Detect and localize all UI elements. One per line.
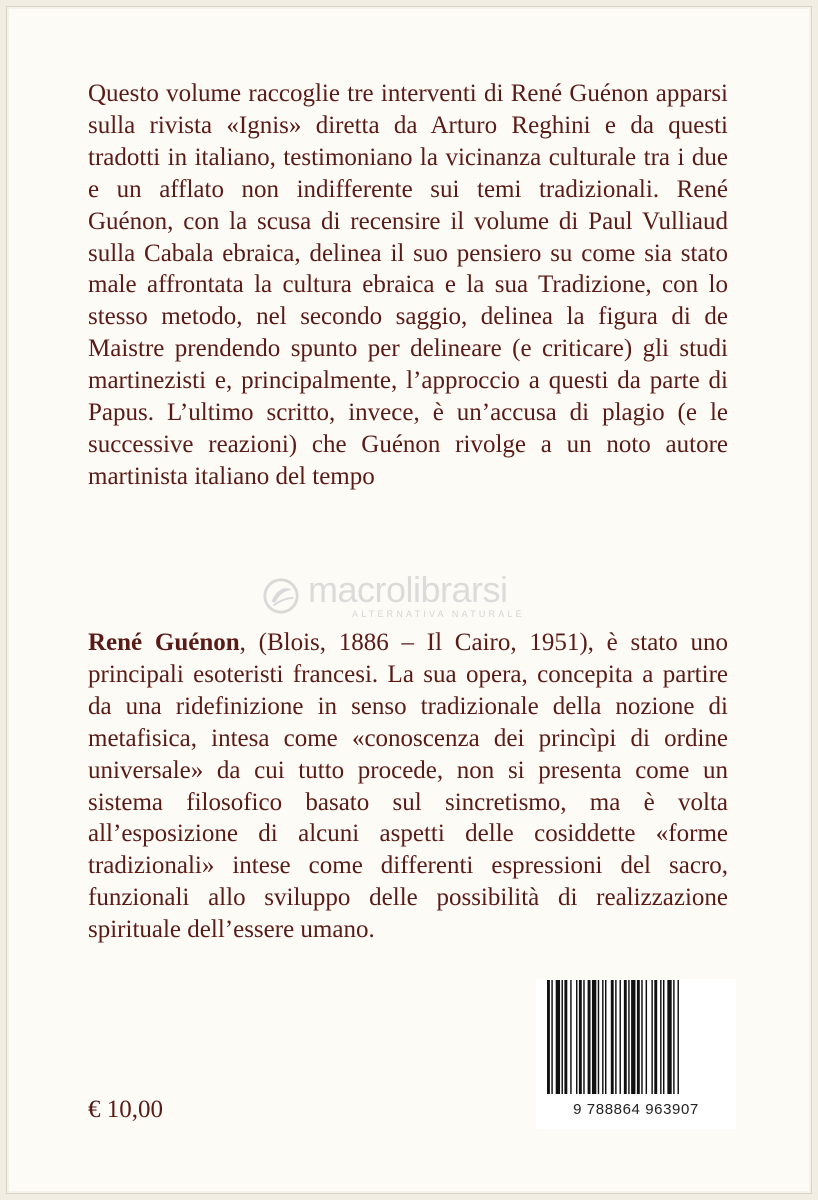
author-name: René Guénon bbox=[88, 629, 240, 656]
barcode-bar bbox=[631, 980, 635, 1094]
barcode-bar bbox=[592, 980, 596, 1094]
watermark-brand: macrolibrarsi bbox=[308, 569, 508, 610]
barcode-bar bbox=[615, 980, 616, 1094]
barcode-bar bbox=[570, 980, 571, 1094]
barcode-bar bbox=[562, 980, 563, 1094]
barcode-bar bbox=[651, 980, 652, 1094]
price: € 10,00 bbox=[88, 1096, 163, 1123]
blurb-text: Questo volume raccoglie tre interventi di René Guénon apparsi sulla rivista «Ignis» diretta da Arturo Reghini e da questi tradotti in italiano, testimoniano la vicinanza culturale tra i due e un afflato non indifferente sui temi tradizionali. René Guénon, con la scusa di recensire il volume di Paul Vulliaud sulla Cabala ebraica, delinea il suo pensiero su come sia stato male affrontata la cultura ebraica e la sua Tradizione, con lo stesso metodo, nel secondo saggio, delinea la figura di de Maistre prendendo spunto per delineare (e criticare) gli studi martinezisti e, principalmente, l’approccio a questi da parte di Papus. L’ultimo scritto, invece, è un’accusa di plagio (e le successive reazioni) che Guénon rivolge a un noto autore martinista italiano del tempo bbox=[88, 80, 728, 490]
author-bio-text: , (Blois, 1886 – Il Cairo, 1951), è stato uno principali esoteristi francesi. La sua opera, concepita a partire da una ridefinizione in senso tradizionale della nozione di metafisica, intesa come «conoscenza dei princìpi di ordine universale» da cui tutto procede, non si presenta come un sistema filosofico basato sul sincretismo, ma è volta all’esposizione di alcuni aspetti delle cosiddette «forme tradizionali» intese come differenti espressioni del sacro, funzionali allo sviluppo delle possibilità di realizzazione spirituale dell’essere umano. bbox=[88, 629, 728, 944]
barcode-bar bbox=[667, 980, 671, 1094]
barcode-bar bbox=[641, 980, 642, 1094]
barcode-bar bbox=[620, 980, 621, 1094]
barcode-bar bbox=[598, 980, 599, 1094]
barcode-bar bbox=[663, 980, 664, 1094]
barcode-bar bbox=[678, 980, 679, 1094]
barcode-bar bbox=[605, 980, 606, 1094]
barcode-bar bbox=[602, 980, 603, 1094]
barcode-bar bbox=[637, 980, 640, 1094]
barcode-bar bbox=[576, 980, 577, 1094]
barcode-bar bbox=[628, 980, 629, 1094]
barcode-bar bbox=[588, 980, 591, 1094]
barcode-bar bbox=[673, 980, 674, 1094]
author-bio bbox=[88, 627, 728, 946]
barcode-bar bbox=[624, 980, 627, 1094]
barcode-bar bbox=[646, 980, 647, 1094]
barcode-bar bbox=[547, 980, 550, 1094]
author-bio-paragraph bbox=[88, 627, 728, 946]
barcode-bar bbox=[583, 980, 584, 1094]
barcode-bar bbox=[579, 980, 582, 1094]
barcode-bar bbox=[654, 980, 657, 1094]
barcode-bars bbox=[545, 980, 727, 1098]
isbn-digits: 9 788864 963907 bbox=[573, 1101, 699, 1118]
watermark-tagline: ALTERNATIVA NATURALE bbox=[352, 609, 525, 619]
isbn-barcode bbox=[536, 979, 736, 1129]
blurb-paragraph bbox=[88, 78, 728, 493]
barcode-bar bbox=[564, 980, 567, 1094]
barcode-bar bbox=[551, 980, 552, 1094]
barcode-bar bbox=[660, 980, 661, 1094]
barcode-bar bbox=[611, 980, 614, 1094]
watermark bbox=[262, 569, 525, 619]
barcode-bar bbox=[556, 980, 560, 1094]
leaf-swirl-icon bbox=[262, 577, 300, 615]
